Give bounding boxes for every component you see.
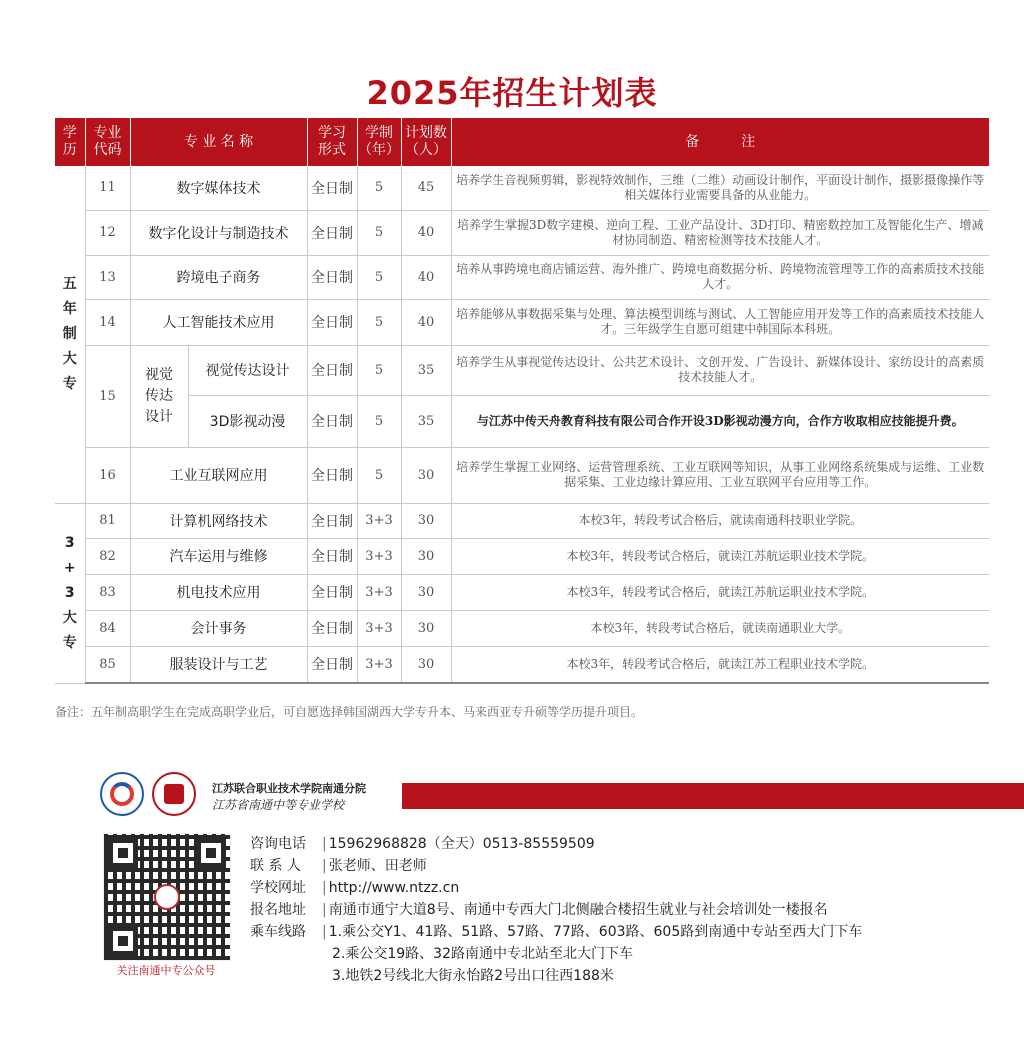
table-row: 83 机电技术应用 全日制 3+3 30 本校3年，转段考试合格后，就读江苏航运职业技术学院。: [55, 574, 989, 610]
contact-website: 学校网址 | http://www.ntzz.cn: [250, 880, 460, 896]
table-row: 82 汽车运用与维修 全日制 3+3 30 本校3年，转段考试合格后，就读江苏航运职业技术学院。: [55, 538, 989, 574]
school-name-secondary: 江苏省南通中等专业学校: [212, 798, 345, 812]
table-row: 84 会计事务 全日制 3+3 30 本校3年，转段考试合格后，就读南通职业大学。: [55, 610, 989, 646]
header-years: 学制 （年）: [357, 118, 401, 166]
table-row: 12 数字化设计与制造技术 全日制 5 40 培养学生掌握3D数字建模、逆向工程、工业产品设计、3D打印、精密数控加工及智能化生产、增减材协同制造、精密检测等技术技能人才。: [55, 210, 989, 255]
union-college-logo-icon: [100, 772, 144, 816]
group-visual-design: 视觉 传达 设计: [130, 345, 188, 447]
header-code: 专业 代码: [85, 118, 130, 166]
header-xueli: 学 历: [55, 118, 85, 166]
header-name: 专 业 名 称: [130, 118, 307, 166]
qr-caption: 关注南通中专公众号: [116, 964, 216, 977]
header-form: 学习 形式: [307, 118, 357, 166]
table-row: 15 视觉 传达 设计 视觉传达设计 全日制 5 35 培养学生从事视觉传达设计、公共艺术设计、文创开发、广告设计、新媒体设计、家纺设计的高素质技术技能人才。: [55, 345, 989, 395]
enrollment-table: [55, 118, 989, 684]
table-row: 3 + 3 大 专 81 计算机网络技术 全日制 3+3 30 本校3年，转段考试合格后，就读南通科技职业学院。: [55, 503, 989, 538]
contact-routes: 乘车线路 | 1.乘公交Y1、41路、51路、57路、77路、603路、605路到南通中专站至西大门下车: [250, 924, 863, 940]
header-note: 备 注: [451, 118, 989, 166]
contact-route-3: 3.地铁2号线北大街永怡路2号出口往西188米: [332, 968, 614, 984]
qr-code-icon: [103, 833, 231, 961]
school-name-primary: 江苏联合职业技术学院南通分院: [212, 782, 366, 795]
nantong-school-logo-icon: [152, 772, 196, 816]
category-five-year: 五 年 制 大 专: [55, 166, 85, 503]
category-three-three: 3 + 3 大 专: [55, 503, 85, 683]
page-title: 2025年招生计划表: [366, 74, 658, 112]
decorative-red-bar: [402, 783, 1024, 809]
contact-info: [250, 833, 862, 987]
header-count: 计划数 （人）: [401, 118, 451, 166]
table-row: 13 跨境电子商务 全日制 5 40 培养从事跨境电商店铺运营、海外推广、跨境电商数据分析、跨境物流管理等工作的高素质技术技能人才。: [55, 255, 989, 299]
table-row: 85 服装设计与工艺 全日制 3+3 30 本校3年，转段考试合格后，就读江苏工程职业技术学院。: [55, 646, 989, 683]
table-header: [55, 118, 989, 166]
table-row: 五 年 制 大 专 11 数字媒体技术 全日制 5 45 培养学生音视频剪辑，影视特效制作，三维（二维）动画设计制作，平面设计制作，摄影摄像操作等相关媒体行业需要具备的从业能力。: [55, 166, 989, 210]
school-logos: [100, 772, 400, 822]
footnote: 备注：五年制高职学生在完成高职学业后，可自愿选择韩国湖西大学专升本、马来西亚专升硕等学历提升项目。: [55, 705, 644, 719]
contact-person: 联 系 人 | 张老师、田老师: [250, 858, 427, 874]
contact-address: 报名地址 | 南通市通宁大道8号、南通中专西大门北侧融合楼招生就业与社会培训处一楼报名: [250, 902, 828, 918]
table-row: 16 工业互联网应用 全日制 5 30 培养学生掌握工业网络、运营管理系统、工业互联网等知识，从事工业网络系统集成与运维、工业数据采集、工业边缘计算应用、工业互联网平台应用等工作。: [55, 447, 989, 503]
table-row: 3D影视动漫 全日制 5 35 与江苏中传天舟教育科技有限公司合作开设3D影视动漫方向，合作方收取相应技能提升费。: [55, 395, 989, 447]
contact-route-2: 2.乘公交19路、32路南通中专北站至北大门下车: [332, 946, 633, 962]
table-row: 14 人工智能技术应用 全日制 5 40 培养能够从事数据采集与处理、算法模型训练与测试、人工智能应用开发等工作的高素质技术技能人才。三年级学生自愿可组建中韩国际本科班。: [55, 299, 989, 345]
website-link[interactable]: http://www.ntzz.cn: [328, 880, 460, 896]
contact-phone: 咨询电话 | 15962968828（全天）0513-85559509: [250, 836, 595, 852]
